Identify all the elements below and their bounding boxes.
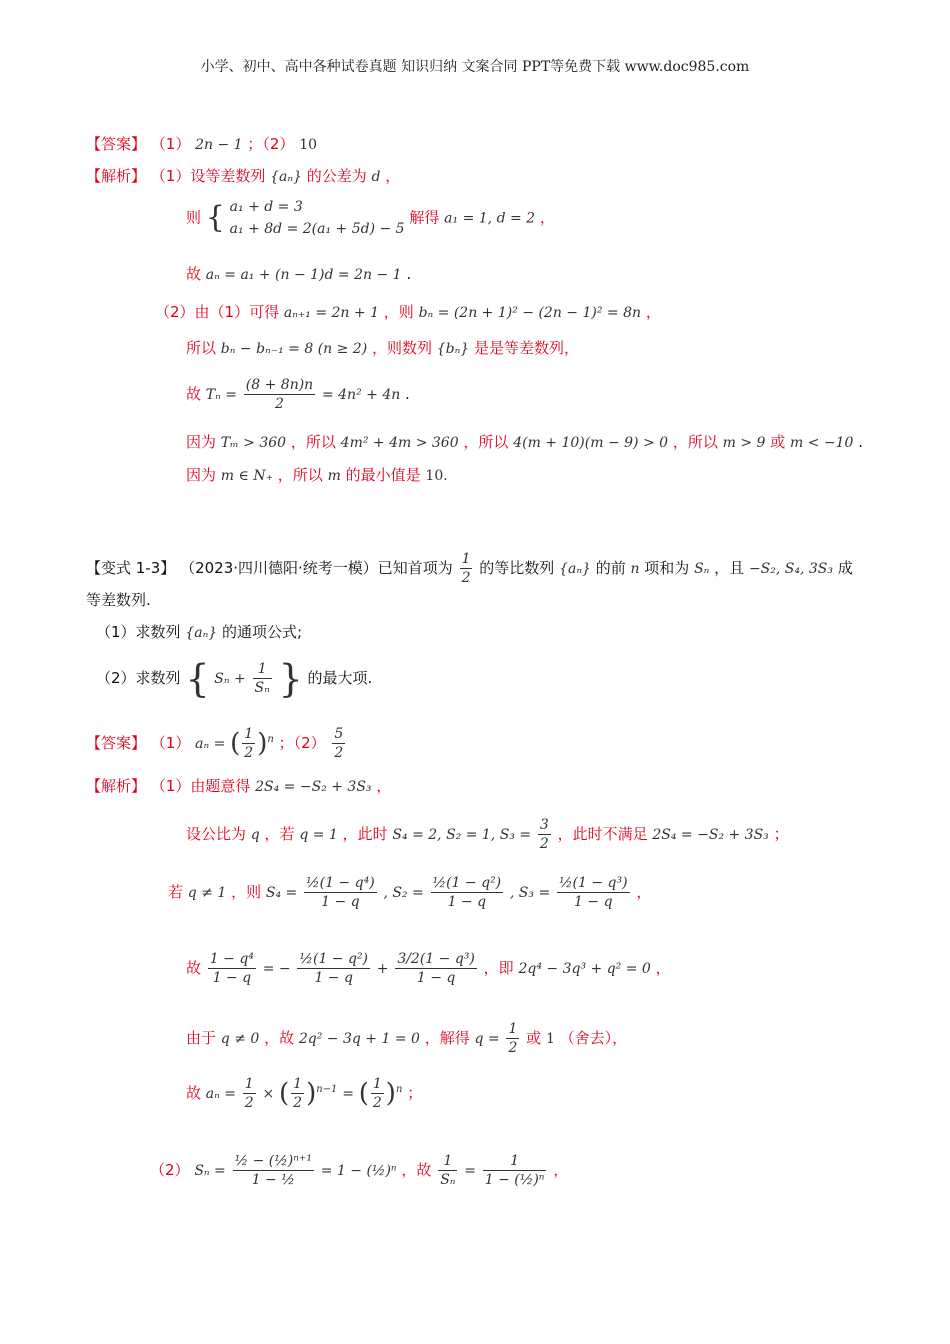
math: Tₘ > 360 <box>220 435 287 451</box>
denominator: 2 <box>372 1095 382 1111</box>
text: （1） <box>150 734 191 752</box>
text: ， <box>636 883 652 901</box>
math: q ≠ 0 <box>220 1031 260 1047</box>
text: ，所以 <box>463 433 509 451</box>
numerator: 1 <box>244 1076 254 1092</box>
problem-question-1 <box>96 620 302 645</box>
text: ， <box>539 208 555 227</box>
fraction-s3 <box>557 874 630 911</box>
math: 2S₄ = −S₂ + 3S₃ <box>255 779 372 795</box>
fraction-tn <box>244 376 315 413</box>
text: 的通项公式; <box>221 623 303 641</box>
math-seq-an: {aₙ} <box>185 625 218 641</box>
fraction-half <box>506 1020 519 1057</box>
denominator: 2 <box>508 1040 518 1056</box>
text: 成 <box>837 559 853 577</box>
denominator: 1 − q <box>321 894 360 910</box>
text: ，即 <box>483 959 514 977</box>
math: m <box>327 468 341 484</box>
denominator: 1 − q <box>314 970 353 986</box>
analysis-1-line-6 <box>186 370 410 419</box>
text: 的公差为 <box>306 167 367 185</box>
denominator: 2 <box>275 396 284 412</box>
text: ， <box>655 959 671 977</box>
math: S₄ = <box>265 885 298 901</box>
math: 2q⁴ − 3q³ + q² = 0 <box>518 961 651 977</box>
denominator: 2 <box>244 1095 254 1111</box>
exponent: n <box>267 734 274 745</box>
math: n <box>630 561 640 577</box>
text: 因为 <box>186 466 217 484</box>
problem-line-2 <box>86 588 151 612</box>
formula-diff: bₙ − bₙ₋₁ = 8 (n ≥ 2) <box>220 341 368 357</box>
numerator: ½(1 − q³) <box>558 875 628 891</box>
exponent: n <box>395 1084 403 1095</box>
problem-label: 【变式 1-3】 <box>86 559 176 577</box>
analysis-label: 【解析】 <box>86 167 147 185</box>
numerator: 1 − q⁴ <box>209 951 254 967</box>
brace-right: } <box>278 656 303 701</box>
answer-1 <box>86 132 317 157</box>
math-seq-an: {aₙ} <box>270 169 302 185</box>
fraction-half <box>371 1075 384 1112</box>
denominator: 1 − q <box>212 970 252 986</box>
answer-value-1: 2n − 1 <box>195 137 243 153</box>
text: （1）由题意得 <box>150 777 251 795</box>
math: + <box>376 961 389 977</box>
equation-1: a₁ + d = 3 <box>229 199 303 215</box>
text: 解得 <box>409 208 440 227</box>
answer-sep: ；（2） <box>247 135 295 153</box>
text: ， <box>376 777 392 795</box>
text: （2023·四川德阳·统考一模）已知首项为 <box>180 559 453 577</box>
math: 4m² + 4m > 360 <box>340 435 459 451</box>
denominator: Sₙ <box>440 1172 456 1188</box>
denominator: 2 <box>539 836 549 852</box>
text: ，故 <box>264 1029 295 1047</box>
text: ，所以 <box>672 433 718 451</box>
equation-2: a₁ + 8d = 2(a₁ + 5d) − 5 <box>229 221 405 237</box>
answer-value-2: 10 <box>299 137 318 153</box>
math: q <box>250 827 260 843</box>
denominator: Sₙ <box>254 680 270 696</box>
fraction-s4 <box>304 874 377 911</box>
math: Sₙ + <box>214 671 246 687</box>
fraction-sn <box>233 1152 314 1189</box>
analysis-1-line-8 <box>186 463 448 488</box>
numerator: (8 + 8n)n <box>245 377 314 393</box>
numerator: 1 <box>244 726 254 742</box>
answer-part-1: （1） <box>150 135 191 153</box>
fraction-half <box>242 725 255 762</box>
text: （舍去）， <box>559 1029 628 1047</box>
text: ， <box>553 1161 569 1179</box>
answer-label: 【答案】 <box>86 135 147 153</box>
paren-left: ( <box>230 728 241 759</box>
math: S₄ = 2, S₂ = 1, S₃ = <box>392 827 532 843</box>
denominator: 2 <box>293 1095 303 1111</box>
text: ，此时不满足 <box>557 825 648 843</box>
formula-an: aₙ = a₁ + (n − 1)d = 2n − 1 <box>205 267 402 283</box>
math: , S₃ = <box>509 885 551 901</box>
text: 等差数列. <box>86 591 151 609</box>
math: q = <box>474 1031 500 1047</box>
brace-left: { <box>185 656 210 701</box>
math: −S₂, S₄, 3S₃ <box>748 561 833 577</box>
math: 2S₄ = −S₂ + 3S₃ <box>652 827 769 843</box>
text: ， <box>385 167 401 185</box>
text: 故 <box>186 1084 202 1102</box>
equation-system <box>230 196 405 240</box>
analysis-1-line-7 <box>186 430 863 455</box>
denominator: 2 <box>334 745 344 761</box>
denominator: 1 − (½)ⁿ <box>484 1172 545 1188</box>
text: 的前 <box>595 559 626 577</box>
numerator: ½(1 − q²) <box>299 951 369 967</box>
text: （2） <box>150 1161 190 1179</box>
numerator: 1 <box>508 1021 518 1037</box>
formula-an1: aₙ₊₁ = 2n + 1 <box>283 305 379 321</box>
text: （2）由（1）可得 <box>155 303 280 321</box>
analysis-label: 【解析】 <box>86 777 147 795</box>
analysis-2-line-4 <box>186 940 671 997</box>
fraction-3-2 <box>538 816 551 853</box>
math: 1 <box>545 1031 555 1047</box>
page-header: 小学、初中、高中各种试卷真题 知识归纳 文案合同 PPT等免费下载 www.doc985.com <box>200 59 750 75</box>
text: 项和为 <box>644 559 690 577</box>
text: ，则数列 <box>371 339 432 357</box>
system-brace: { <box>205 200 225 235</box>
text: ，故 <box>401 1161 432 1179</box>
text: ，且 <box>714 559 745 577</box>
fraction-lhs <box>208 950 256 987</box>
numerator: 1 <box>461 551 471 567</box>
math: q ≠ 1 <box>187 885 227 901</box>
text: 由于 <box>186 1029 217 1047</box>
math: aₙ = <box>205 1086 236 1102</box>
math-d: d <box>371 169 381 185</box>
paren-right: ) <box>257 728 268 759</box>
text: 是是等差数列， <box>473 339 579 357</box>
text: ，若 <box>264 825 295 843</box>
analysis-1-line-4 <box>155 300 661 325</box>
math: Sₙ = <box>194 1163 226 1179</box>
text: ，所以 <box>277 466 323 484</box>
text: 则 <box>186 208 202 227</box>
fraction-rhs-1 <box>297 950 370 987</box>
analysis-1-line-5 <box>186 336 579 361</box>
text: 设公比为 <box>186 825 247 843</box>
text: 的最小值是 <box>345 466 421 484</box>
denominator: 2 <box>244 745 254 761</box>
math-seq-an: {aₙ} <box>559 561 591 577</box>
fraction-s2 <box>431 874 504 911</box>
fraction-half <box>243 1075 256 1112</box>
math: = <box>342 1086 354 1102</box>
analysis-2-line-1 <box>86 774 391 799</box>
math: = <box>464 1163 476 1179</box>
math: = 1 − (½)ⁿ <box>320 1163 397 1179</box>
fraction-half <box>460 550 473 587</box>
analysis-2-line-3 <box>168 864 651 921</box>
text: ， <box>645 303 661 321</box>
text: ，所以 <box>290 433 336 451</box>
text: 故 <box>186 385 202 403</box>
analysis-2-line-5 <box>186 1016 627 1061</box>
numerator: 1 <box>372 1076 382 1092</box>
text: 或 <box>526 1029 542 1047</box>
text: 故 <box>186 959 202 977</box>
text: ，则 <box>383 303 414 321</box>
math: , S₂ = <box>383 885 424 901</box>
math: q = 1 <box>299 827 338 843</box>
analysis-2-line-6 <box>186 1066 422 1118</box>
text: 故 <box>186 265 202 283</box>
numerator: 3/2(1 − q³) <box>397 951 475 967</box>
problem-question-2 <box>96 654 372 703</box>
fraction-1-sn <box>253 660 272 697</box>
exponent: n−1 <box>316 1084 338 1095</box>
math: 4(m + 10)(m − 9) > 0 <box>513 435 669 451</box>
numerator: 3 <box>539 817 549 833</box>
solution: a₁ = 1, d = 2 <box>444 210 536 227</box>
problem-line-1 <box>86 548 853 589</box>
fraction-half <box>291 1075 304 1112</box>
numerator: 1 <box>253 660 272 679</box>
paren-left: ( <box>358 1078 369 1109</box>
fraction-rhs-2 <box>395 950 477 987</box>
text: ，则 <box>231 883 262 901</box>
math: × <box>262 1086 275 1102</box>
formula-tn: Tₙ = <box>205 387 237 403</box>
text: . <box>406 265 412 283</box>
math-seq-bn: {bₙ} <box>436 341 470 357</box>
paren-right: ) <box>385 1078 396 1109</box>
analysis-2-line-7 <box>150 1138 568 1203</box>
text: ； <box>407 1084 423 1102</box>
text: 因为 <box>186 433 217 451</box>
text: ，此时 <box>342 825 388 843</box>
formula-bn: bₙ = (2n + 1)² − (2n − 1)² = 8n <box>418 305 642 321</box>
text: ；（2） <box>278 734 326 752</box>
text: . <box>405 385 410 403</box>
text: （1）求数列 <box>96 623 181 641</box>
math: m ∈ N₊ <box>220 468 273 484</box>
numerator: ½ − (½)ⁿ⁺¹ <box>234 1153 312 1169</box>
text: （2）求数列 <box>96 669 181 687</box>
text: 的最大项. <box>307 669 373 687</box>
numerator: 5 <box>334 726 344 742</box>
analysis-1-line-2 <box>186 196 555 240</box>
analysis-1-line-1 <box>86 164 400 189</box>
numerator: 1 <box>438 1152 457 1171</box>
text: 的等比数列 <box>479 559 555 577</box>
paren-left: ( <box>279 1078 290 1109</box>
denominator: 1 − q <box>447 894 487 910</box>
math: 2q² − 3q + 1 = 0 <box>298 1031 420 1047</box>
numerator: 1 <box>483 1152 547 1171</box>
text: 或 <box>770 433 786 451</box>
formula-tn-rest: = 4n² + 4n <box>321 387 401 403</box>
math: m < −10 <box>790 435 854 451</box>
text: （1）设等差数列 <box>150 167 266 185</box>
denominator: 1 − ½ <box>251 1172 295 1188</box>
denominator: 1 − q <box>416 970 456 986</box>
paren-right: ) <box>306 1078 317 1109</box>
fraction-5-2 <box>332 725 345 762</box>
text: 所以 <box>186 339 217 357</box>
analysis-1-line-3 <box>186 262 411 287</box>
numerator: ½(1 − q²) <box>432 875 502 891</box>
text: ； <box>773 825 789 843</box>
math: = − <box>262 961 291 977</box>
answer-2 <box>86 716 347 768</box>
numerator: 1 <box>293 1076 303 1092</box>
math: Sₙ <box>694 561 710 577</box>
numerator: ½(1 − q⁴) <box>306 875 375 891</box>
analysis-2-line-2 <box>186 812 789 857</box>
math: aₙ = <box>195 736 226 752</box>
text: 若 <box>168 883 184 901</box>
fraction-1-sn <box>438 1152 457 1189</box>
math: 10. <box>425 468 448 484</box>
text: . <box>858 433 864 451</box>
math: m > 9 <box>722 435 766 451</box>
text: ，解得 <box>424 1029 470 1047</box>
fraction-result <box>483 1152 547 1189</box>
denominator: 2 <box>461 570 471 586</box>
answer-label: 【答案】 <box>86 734 147 752</box>
denominator: 1 − q <box>574 894 613 910</box>
